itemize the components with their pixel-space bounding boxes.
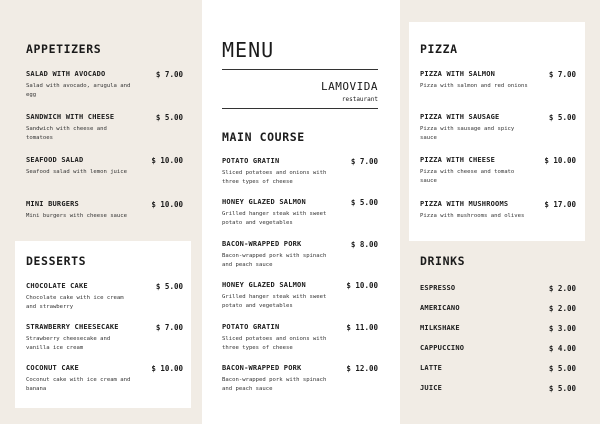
menu-item <box>420 200 576 230</box>
desserts-title: DESSERTS <box>26 254 87 268</box>
pizza-title: PIZZA <box>420 42 458 56</box>
drinks-title: DRINKS <box>420 254 466 268</box>
item-name: SANDWICH WITH CHEESE <box>26 113 115 121</box>
item-price: $ 12.00 <box>346 364 378 373</box>
drinks-section <box>420 254 576 393</box>
item-desc: Sandwich with cheese and tomatoes <box>26 126 107 141</box>
item-name: MINI BURGERS <box>26 200 79 208</box>
item-name: JUICE <box>420 384 443 392</box>
item-price: $ 10.00 <box>544 156 576 165</box>
item-price: $ 3.00 <box>548 324 576 333</box>
item-desc: Pizza with cheese and tomato sauce <box>420 169 515 184</box>
item-name: PIZZA WITH SAUSAGE <box>420 113 500 121</box>
item-price: $ 7.00 <box>155 323 183 332</box>
item-price: $ 4.00 <box>548 344 576 353</box>
menu-item <box>26 323 183 353</box>
item-price: $ 17.00 <box>544 200 576 209</box>
menu-item <box>222 198 378 228</box>
item-name: POTATO GRATIN <box>222 323 280 331</box>
header-divider-top <box>222 69 378 70</box>
item-name: SALAD WITH AVOCADO <box>26 70 106 78</box>
item-desc: Salad with avocado, arugula and egg <box>26 83 131 98</box>
menu-title: MENU <box>222 38 275 62</box>
item-price: $ 2.00 <box>548 304 576 313</box>
item-price: $ 7.00 <box>350 157 378 166</box>
item-desc: Pizza with sausage and spicy sauce <box>420 126 515 141</box>
item-name: PIZZA WITH CHEESE <box>420 156 496 164</box>
main-course-section <box>222 130 378 392</box>
drink-row <box>420 364 576 374</box>
item-desc: Seafood salad with lemon juice <box>26 169 128 175</box>
item-name: STRAWBERRY CHEESECAKE <box>26 323 119 331</box>
item-desc: Chocolate cake with ice cream and strawberry <box>26 295 124 310</box>
item-price: $ 10.00 <box>151 200 183 209</box>
appetizers-section <box>26 42 183 219</box>
item-name: CAPPUCCINO <box>420 344 465 352</box>
drink-row <box>420 324 576 334</box>
item-price: $ 10.00 <box>151 364 183 373</box>
item-price: $ 5.00 <box>548 364 576 373</box>
middle-column <box>202 0 400 424</box>
item-name: BACON-WRAPPED PORK <box>222 240 302 248</box>
drink-row <box>420 384 576 394</box>
item-name: LATTE <box>420 364 443 372</box>
left-column <box>0 0 202 424</box>
drink-row <box>420 304 576 314</box>
item-price: $ 5.00 <box>155 113 183 122</box>
item-desc: Bacon-wrapped pork with spinach and peach sauce <box>222 377 327 392</box>
menu-item <box>26 364 183 394</box>
item-name: POTATO GRATIN <box>222 157 280 165</box>
item-price: $ 10.00 <box>346 281 378 290</box>
item-name: SEAFOOD SALAD <box>26 156 84 164</box>
menu-item <box>420 156 576 186</box>
item-name: PIZZA WITH MUSHROOMS <box>420 200 509 208</box>
main-course-title: MAIN COURSE <box>222 130 305 144</box>
item-desc: Bacon-wrapped pork with spinach and peach sauce <box>222 253 327 268</box>
menu-item <box>420 70 576 100</box>
pizza-section <box>420 42 576 219</box>
item-price: $ 11.00 <box>346 323 378 332</box>
right-column <box>400 0 600 424</box>
menu-item <box>222 281 378 311</box>
item-price: $ 7.00 <box>548 70 576 79</box>
brand-subtitle: restaurant <box>341 96 378 103</box>
menu-item <box>26 156 183 186</box>
item-name: AMERICANO <box>420 304 460 312</box>
desserts-section <box>26 254 183 392</box>
item-desc: Pizza with salmon and red onions <box>420 83 528 89</box>
pizza-card <box>409 22 585 241</box>
brand-name: LAMOVIDA <box>321 80 378 93</box>
item-desc: Sliced potatoes and onions with three types of cheese <box>222 170 327 185</box>
menu-item <box>222 323 378 353</box>
item-name: BACON-WRAPPED PORK <box>222 364 302 372</box>
item-name: CHOCOLATE CAKE <box>26 282 88 290</box>
header-divider-bottom <box>222 108 378 109</box>
menu-header <box>222 38 378 103</box>
item-price: $ 5.00 <box>548 384 576 393</box>
item-price: $ 8.00 <box>350 240 378 249</box>
item-desc: Sliced potatoes and onions with three types of cheese <box>222 336 327 351</box>
item-name: ESPRESSO <box>420 284 456 292</box>
item-desc: Coconut cake with ice cream and banana <box>26 377 131 392</box>
item-price: $ 7.00 <box>155 70 183 79</box>
item-desc: Mini burgers with cheese sauce <box>26 213 128 219</box>
item-price: $ 5.00 <box>350 198 378 207</box>
menu-item <box>26 70 183 100</box>
drink-row <box>420 284 576 294</box>
menu-item <box>26 200 183 230</box>
menu-item <box>222 157 378 187</box>
item-desc: Pizza with mushrooms and olives <box>420 213 525 219</box>
item-desc: Grilled hanger steak with sweet potato and vegetables <box>222 211 327 226</box>
desserts-card <box>15 241 191 408</box>
menu-item <box>420 113 576 143</box>
item-desc: Strawberry cheesecake and vanilla ice cream <box>26 336 111 351</box>
item-price: $ 5.00 <box>548 113 576 122</box>
menu-item <box>26 282 183 312</box>
menu-item <box>26 113 183 143</box>
item-name: MILKSHAKE <box>420 324 460 332</box>
drink-row <box>420 344 576 354</box>
item-price: $ 2.00 <box>548 284 576 293</box>
item-name: HONEY GLAZED SALMON <box>222 281 306 289</box>
item-price: $ 10.00 <box>151 156 183 165</box>
menu-item <box>222 240 378 270</box>
menu-item <box>222 364 378 394</box>
item-desc: Grilled hanger steak with sweet potato and vegetables <box>222 294 327 309</box>
item-price: $ 5.00 <box>155 282 183 291</box>
item-name: COCONUT CAKE <box>26 364 79 372</box>
appetizers-title: APPETIZERS <box>26 42 102 56</box>
item-name: PIZZA WITH SALMON <box>420 70 496 78</box>
item-name: HONEY GLAZED SALMON <box>222 198 306 206</box>
